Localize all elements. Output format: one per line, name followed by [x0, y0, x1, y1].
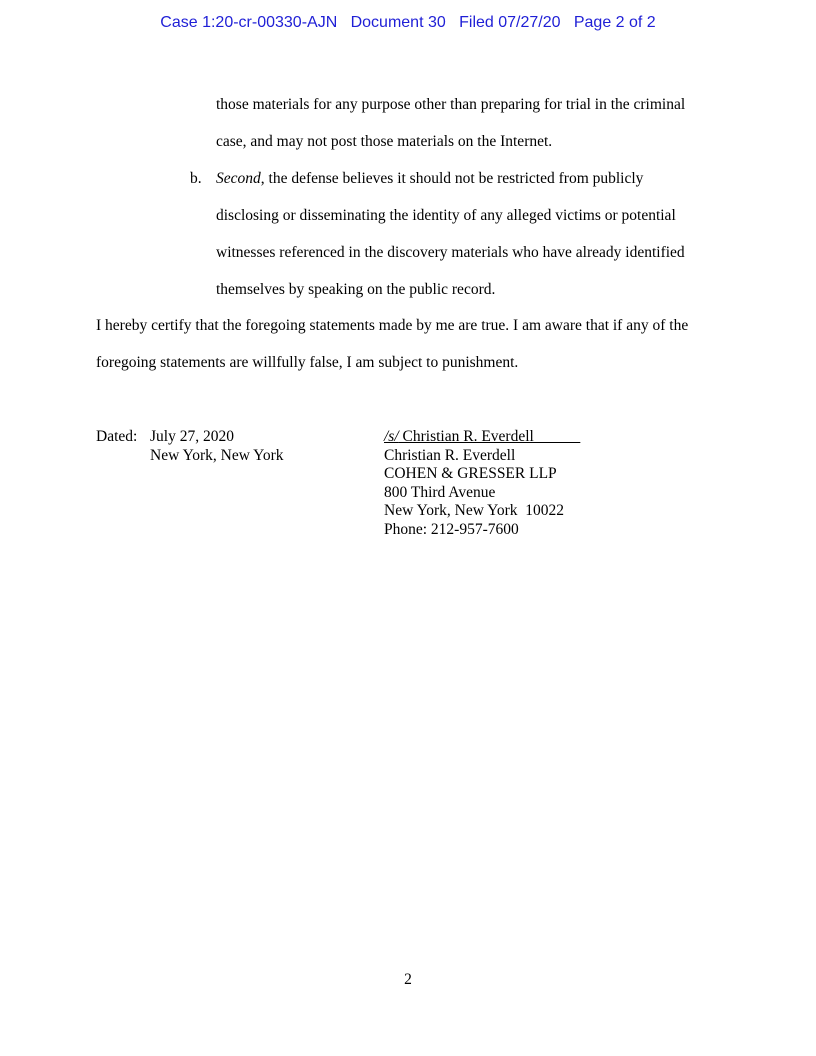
list-item-b-line-1 — [216, 170, 643, 188]
item-b-emphasis: Second — [216, 170, 261, 187]
attorney-name: Christian R. Everdell — [384, 446, 516, 464]
firm-name: COHEN & GRESSER LLP — [384, 465, 557, 482]
address-line-2: New York, New York 10022 — [384, 502, 564, 519]
dated-label: Dated: — [96, 428, 138, 445]
signature-line — [384, 428, 580, 447]
body-line-2: case, and may not post those materials on the Internet. — [216, 133, 553, 150]
signature-block — [384, 428, 580, 539]
list-item-b-letter: b. — [190, 170, 202, 187]
page-number: 2 — [404, 971, 412, 988]
filed-date: Filed 07/27/20 — [459, 14, 561, 31]
list-item-b-line-3: witnesses referenced in the discovery materials who have already identified — [216, 244, 685, 261]
item-b-line-1-rest: , the defense believes it should not be restricted from publicly — [260, 170, 644, 187]
page-indicator: Page 2 of 2 — [573, 14, 656, 31]
slash-s-mark: /s/ — [384, 428, 399, 445]
signed-name: Christian R. Everdell — [398, 428, 581, 445]
dated-date: July 27, 2020 — [150, 428, 234, 445]
list-item-b-line-4: themselves by speaking on the public record. — [216, 281, 496, 298]
document-number: Document 30 — [350, 14, 446, 31]
address-line-1: 800 Third Avenue — [384, 483, 496, 501]
certification-line-1: I hereby certify that the foregoing statements made by me are true. I am aware that if any of the — [96, 317, 689, 334]
ecf-header — [0, 14, 816, 32]
certification-line-2: foregoing statements are willfully false, I am subject to punishment. — [96, 354, 519, 371]
body-line-1: those materials for any purpose other than preparing for trial in the criminal — [216, 96, 686, 113]
phone-number: Phone: 212-957-7600 — [384, 520, 519, 538]
list-item-b-line-2: disclosing or disseminating the identity of any alleged victims or potential — [216, 207, 676, 224]
dated-place: New York, New York — [150, 446, 284, 464]
dated-block — [150, 428, 284, 465]
case-number: Case 1:20-cr-00330-AJN — [160, 14, 338, 31]
